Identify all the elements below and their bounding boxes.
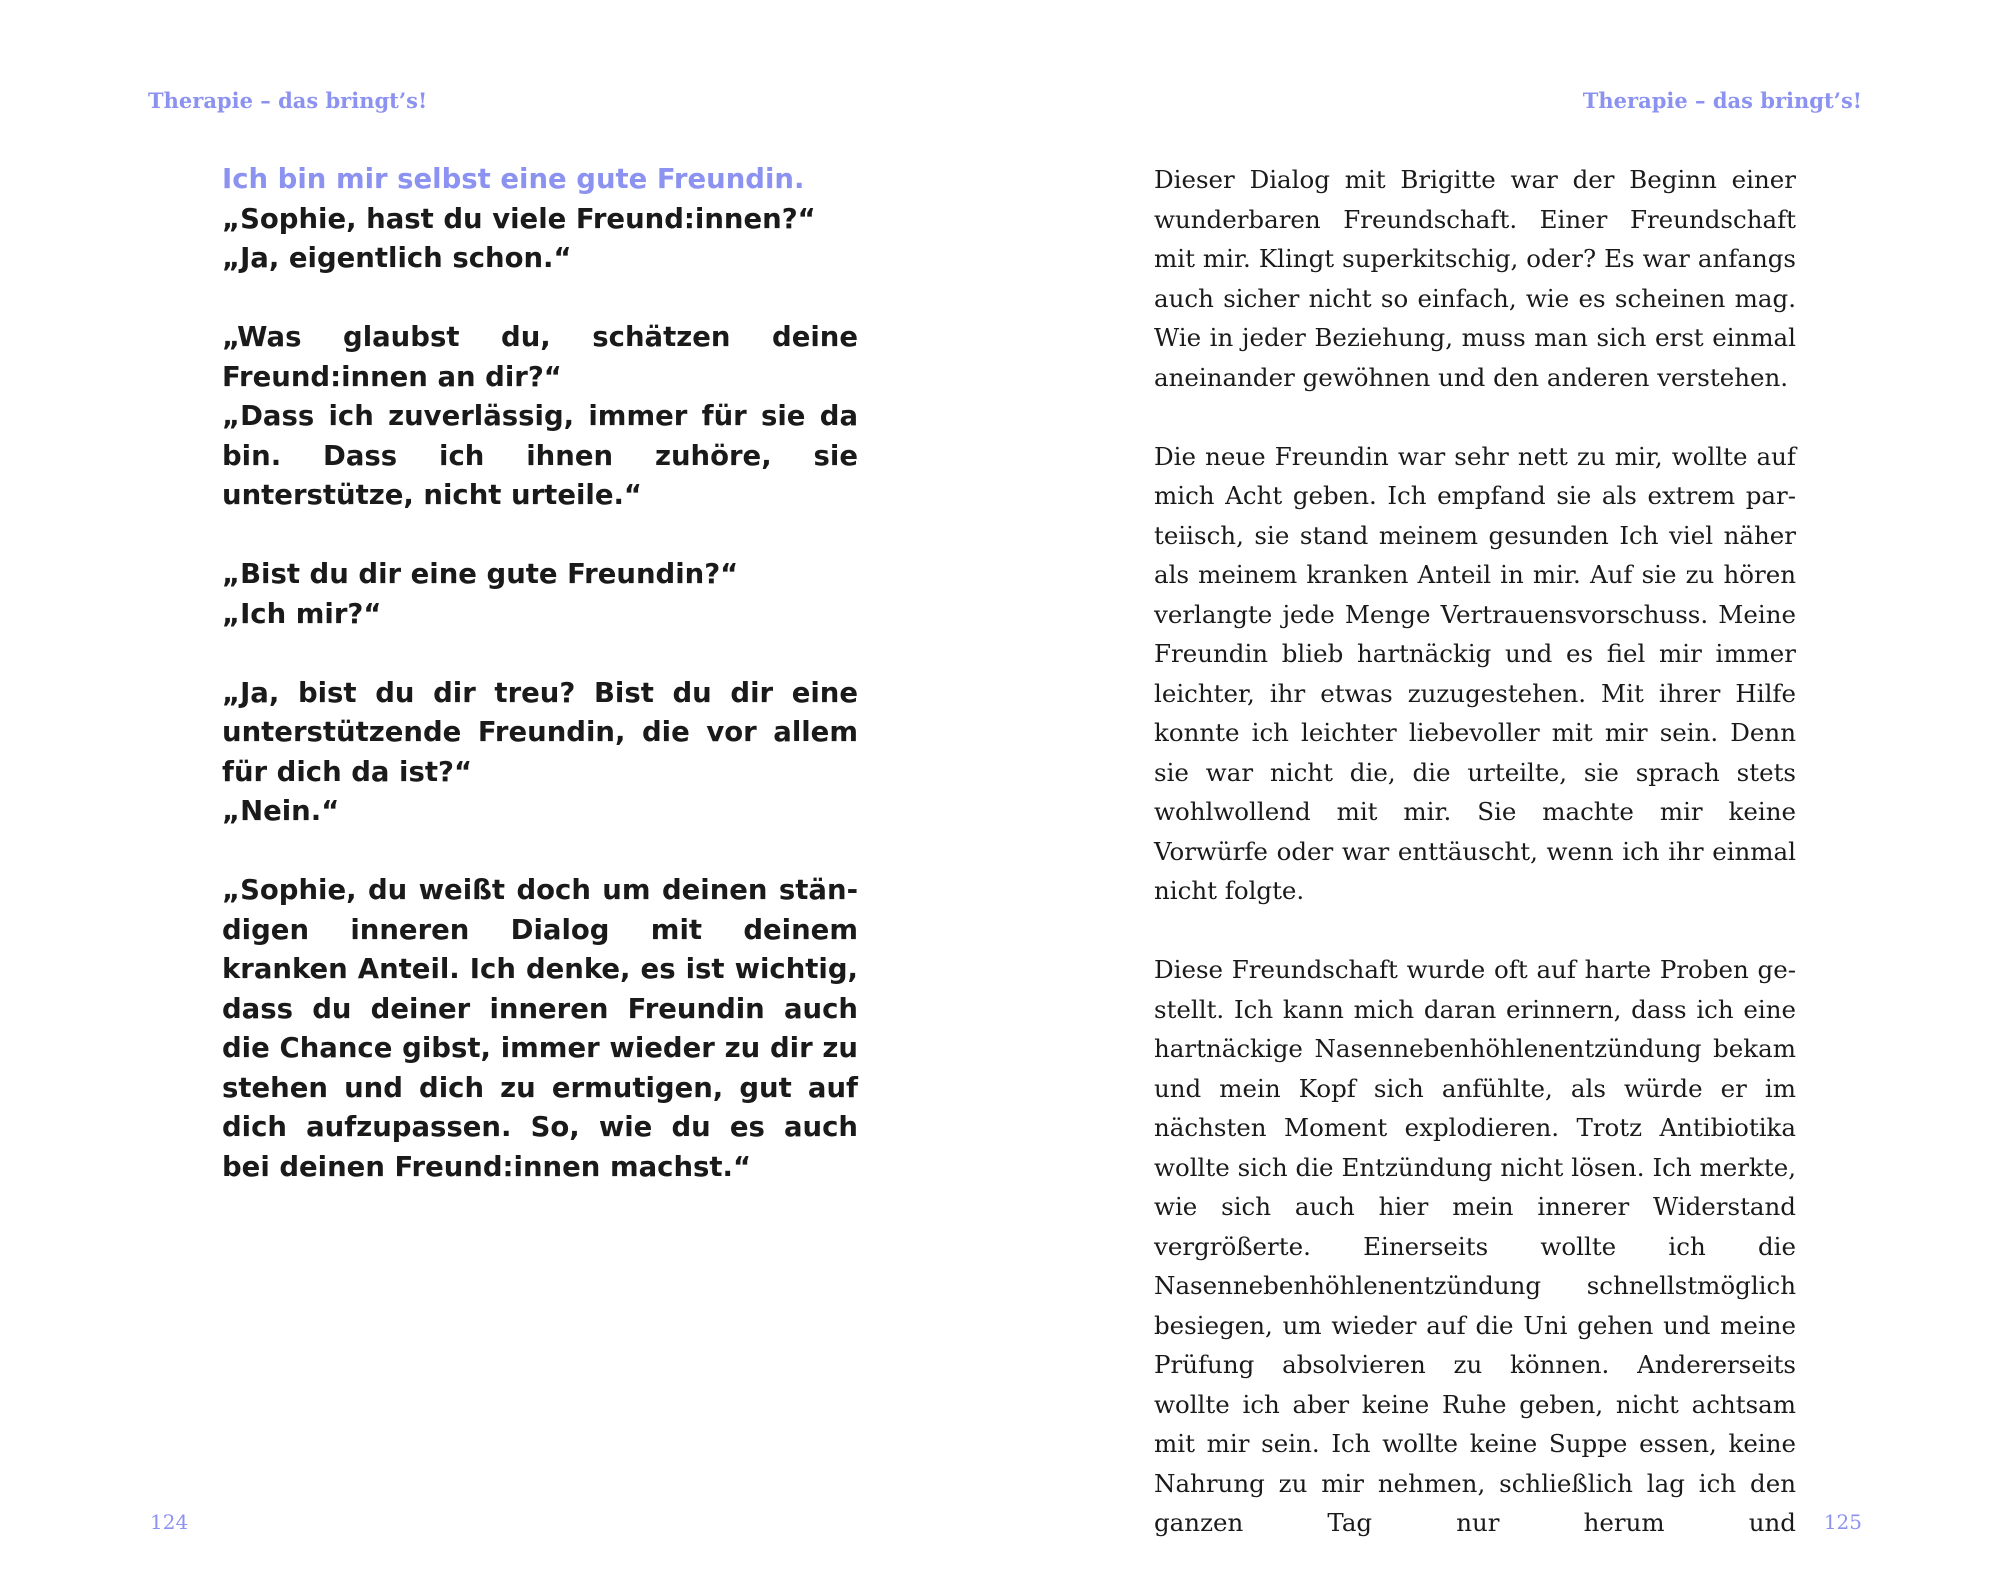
dialogue-line: „Sophie, hast du viele Freund:innen?“ — [222, 202, 816, 235]
body-text — [1154, 160, 1796, 1543]
body-paragraph: Die neue Freundin war sehr nett zu mir, wollte auf mich Acht geben. Ich empfand sie als extrem parteiisch, sie stand meinem gesunden Ich viel näher als meinem kranken Anteil in mir. Auf sie zu hören verlangte jede Menge Vertrauensvorschuss. Meine Freundin blieb hartnäckig und es fiel mir immer leichter, ihr etwas zuzugestehen. Mit ihrer Hilfe konnte ich leichter liebevoller mit mir sein. Denn sie war nicht die, die urteilte, sie sprach stets wohlwollend mit mir. Sie machte mir keine Vorwürfe oder war enttäuscht, wenn ich ihr einmal nicht folgte. — [1154, 441, 1796, 905]
running-head-left: Therapie – das bringt’s! — [148, 88, 428, 113]
dialogue-line: „Ja, eigentlich schon.“ — [222, 242, 572, 274]
dialogue-line: „Ich mir?“ — [222, 597, 382, 630]
dialogue-line: „Was glaubst du, schätzen deine Freund:innen an dir?“ — [222, 321, 858, 393]
page-number-left: 124 — [150, 1510, 189, 1534]
dialogue-text — [222, 160, 858, 1187]
running-head-right: Therapie – das bringt’s! — [1582, 88, 1862, 113]
dialogue-line: „Bist du dir eine gute Freundin?“ — [222, 558, 739, 590]
section-heading: Ich bin mir selbst eine gute Freundin. — [222, 163, 805, 195]
body-paragraph: Diese Freundschaft wurde oft auf harte Proben gestellt. Ich kann mich daran erinnern, dass ich eine hartnäckige Nasennebenhöhlenentzündung bekam und mein Kopf sich anfühlte, als würde er im nächsten Moment explodieren. Trotz Antibiotika wollte sich die Entzündung nicht lösen. Ich merkte, wie sich auch hier mein innerer Widerstand vergrößerte. Einerseits wollte ich die Nasennebenhöhlenentzündung schnellstmöglich besiegen, um wieder auf die Uni gehen und meine Prüfung absolvieren zu können. Andererseits wollte ich aber keine Ruhe geben, nicht achtsam mit mir sein. Ich wollte keine Suppe essen, keine Nahrung zu mir nehmen, schließlich lag ich den ganzen Tag nur herum und — [1154, 955, 1796, 1537]
dialogue-block — [222, 318, 858, 516]
dialogue-block — [222, 200, 858, 279]
dialogue-line: „Nein.“ — [222, 795, 340, 827]
dialogue-block — [222, 871, 858, 1187]
body-paragraph: Dieser Dialog mit Brigitte war der Beginn einer wunderbaren Freundschaft. Einer Freundschaft mit mir. Klingt superkitschig, oder? Es war anfangs auch sicher nicht so einfach, wie es scheinen mag. Wie in jeder Beziehung, muss man sich erst einmal aneinander gewöhnen und den anderen verstehen. — [1154, 165, 1796, 392]
right-page — [1000, 0, 2000, 1593]
dialogue-line: „Dass ich zuverlässig, immer für sie da bin. Dass ich ihnen zuhöre, sie unterstütze, nicht urteile.“ — [222, 400, 858, 511]
dialogue-line: „Ja, bist du dir treu? Bist du dir eine unterstützende Freundin, die vor allem für dich da ist?“ — [222, 676, 858, 788]
dialogue-line: „Sophie, du weißt doch um deinen ständigen inneren Dialog mit deinem kranken Anteil. Ich denke, es ist wichtig, dass du deiner inneren Freundin auch die Chance gibst, immer wieder zu dir zu stehen und dich zu ermutigen, gut auf dich aufzupassen. So, wie du es auch bei deinen Freund:innen machst.“ — [222, 874, 858, 1183]
page-number-right: 125 — [1823, 1510, 1862, 1534]
dialogue-block — [222, 674, 858, 832]
dialogue-block — [222, 555, 858, 634]
